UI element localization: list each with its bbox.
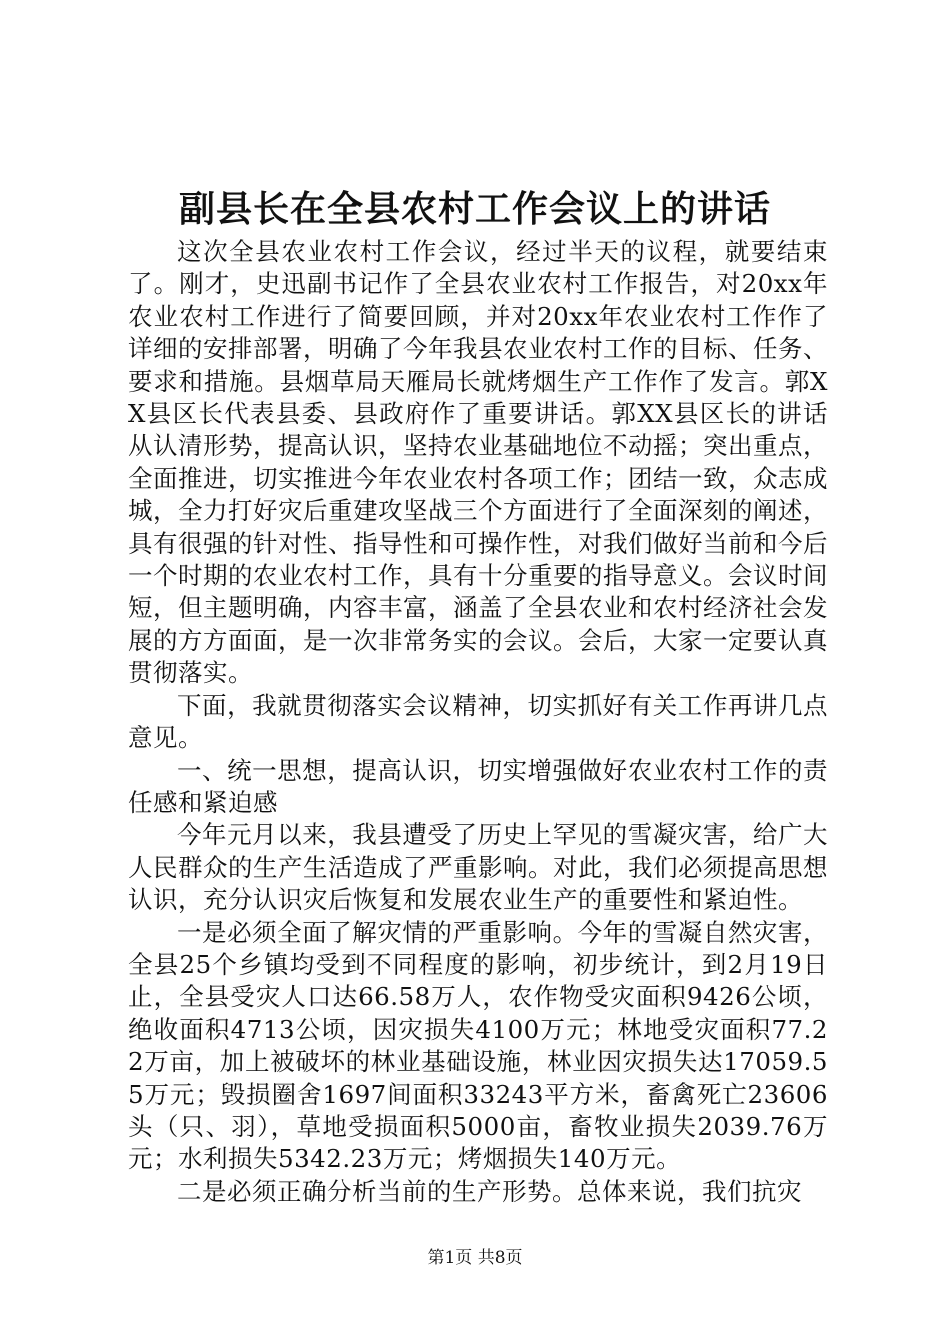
paragraph-5: 二是必须正确分析当前的生产形势。总体来说，我们抗灾 xyxy=(177,1176,802,1206)
document-body xyxy=(128,236,828,1208)
paragraph-1: 这次全县农业农村工作会议，经过半天的议程，就要结束了。刚才，史迅副书记作了全县农业农村工作报告，对20xx年农业农村工作进行了简要回顾，并对20xx年农业农村工作作了详细的安排部署，明确了今年我县农业农村工作的目标、任务、要求和措施。县烟草局天雁局长就烤烟生产工作作了发言。郭XX县区长代表县委、县政府作了重要讲话。郭XX县区长的讲话从认清形势，提高认识，坚持农业基础地位不动摇；突出重点，全面推进，切实推进今年农业农村各项工作；团结一致，众志成城，全力打好灾后重建攻坚战三个方面进行了全面深刻的阐述，具有很强的针对性、指导性和可操作性，对我们做好当前和今后一个时期的农业农村工作，具有十分重要的指导意义。会议时间短，但主题明确，内容丰富，涵盖了全县农业和农村经济社会发展的方方面面，是一次非常务实的会议。会后，大家一定要认真贯彻落实。 xyxy=(128,237,828,688)
section-heading-1: 一、统一思想，提高认识，切实增强做好农业农村工作的责任感和紧迫感 xyxy=(128,755,828,817)
paragraph-4: 一是必须全面了解灾情的严重影响。今年的雪凝自然灾害，全县25个乡镇均受到不同程度的影响，初步统计，到2月19日止，全县受灾人口达66.58万人，农作物受灾面积9426公顷，绝收面积4713公顷，因灾损失4100万元；林地受灾面积77.22万亩，加上被破坏的林业基础设施，林业因灾损失达17059.55万元；毁损圈舍1697间面积33243平方米，畜禽死亡23606头（只、羽），草地受损面积5000亩，畜牧业损失2039.76万元；水利损失5342.23万元；烤烟损失140万元。 xyxy=(128,917,828,1174)
document-title: 副县长在全县农村工作会议上的讲话 xyxy=(178,188,771,230)
paragraph-2: 下面，我就贯彻落实会议精神，切实抓好有关工作再讲几点意见。 xyxy=(128,690,828,753)
paragraph-3: 今年元月以来，我县遭受了历史上罕见的雪凝灾害，给广大人民群众的生产生活造成了严重影响。对此，我们必须提高思想认识，充分认识灾后恢复和发展农业生产的重要性和紧迫性。 xyxy=(128,820,828,915)
page-footer: 第1页 共8页 xyxy=(427,1248,523,1268)
